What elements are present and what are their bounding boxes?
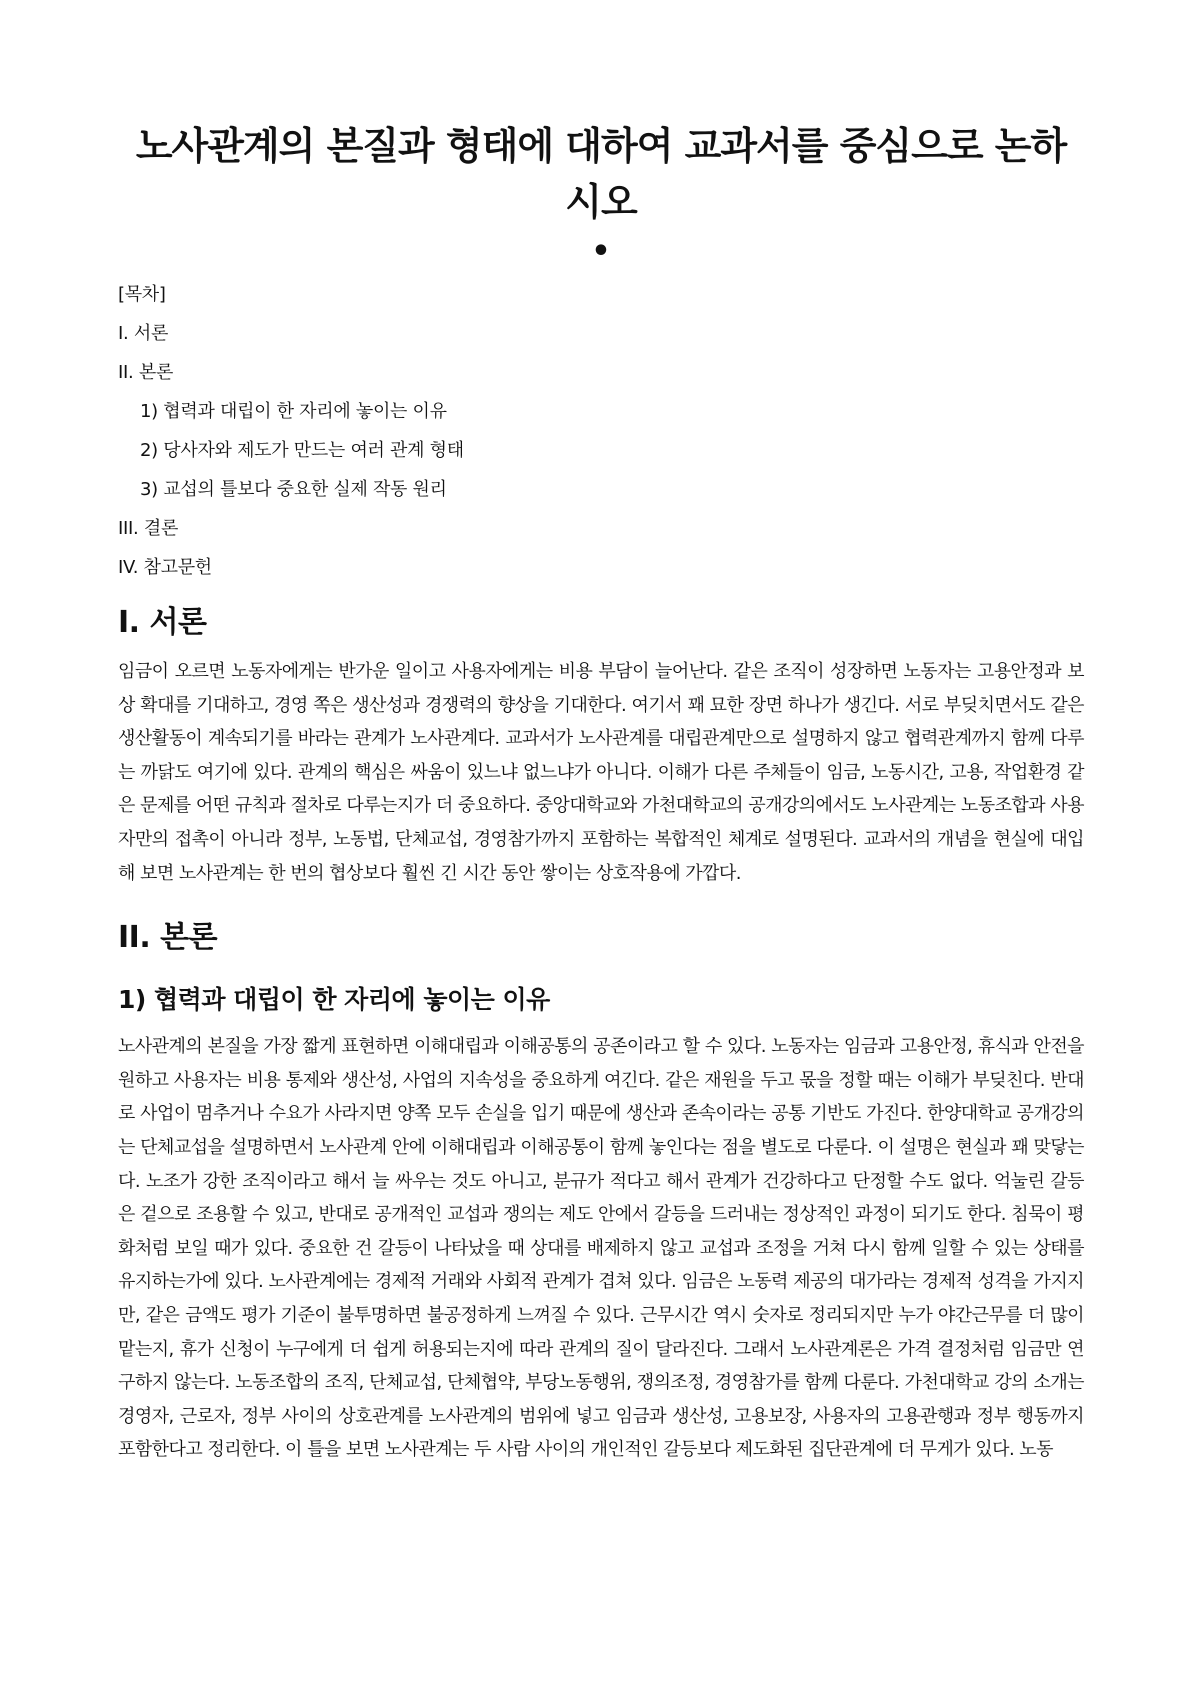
toc-item-references: IV. 참고문헌 — [118, 557, 212, 578]
intro-paragraph: 임금이 오르면 노동자에게는 반가운 일이고 사용자에게는 비용 부담이 늘어난다. 같은 조직이 성장하면 노동자는 고용안정과 보상 확대를 기대하고, 경영 쪽은 생산성과 경쟁력의 향상을 기대한다. 여기서 꽤 묘한 장면 하나가 생긴다. 서로 부딪치면서도 같은 생산활동이 계속되기를 바라는 관계가 노사관계다. 교과서가 노사관계를 대립관계만으로 설명하지 않고 협력관계까지 함께 다루는 까닭도 여기에 있다. 관계의 핵심은 싸움이 있느냐 없느냐가 아니다. 이해가 다른 주체들이 임금, 노동시간, 고용, 작업환경 같은 문제를 어떤 규칙과 절차로 다루는지가 더 중요하다. 중앙대학교와 가천대학교의 공개강의에서도 노사관계는 노동조합과 사용자만의 접촉이 아니라 정부, 노동법, 단체교섭, 경영참가까지 포함하는 복합적인 체계로 설명된다. 교과서의 개념을 현실에 대입해 보면 노사관계는 한 번의 협상보다 훨씬 긴 시간 동안 쌓이는 상호작용에 가깝다. — [118, 661, 1084, 884]
document-page — [118, 0, 1084, 1467]
toc-item-body: II. 본론 — [118, 362, 174, 383]
table-of-contents — [118, 282, 1084, 581]
subsection-heading-1: 1) 협력과 대립이 한 자리에 놓이는 이유 — [118, 985, 550, 1015]
toc-item-body-2: 2) 당사자와 제도가 만드는 여러 관계 형태 — [140, 440, 464, 461]
toc-item-body-1: 1) 협력과 대립이 한 자리에 놓이는 이유 — [140, 401, 447, 422]
section-heading-body: II. 본론 — [118, 920, 218, 956]
toc-item-body-3: 3) 교섭의 틀보다 중요한 실제 작동 원리 — [140, 479, 447, 500]
document-title: 노사관계의 본질과 형태에 대하여 교과서를 중심으로 논하시오 — [135, 124, 1067, 224]
toc-item-conclusion: III. 결론 — [118, 518, 179, 539]
toc-item-intro: I. 서론 — [118, 323, 169, 344]
title-trailing-dot: • — [591, 234, 611, 269]
subsection-1-paragraph: 노사관계의 본질을 가장 짧게 표현하면 이해대립과 이해공통의 공존이라고 할 수 있다. 노동자는 임금과 고용안정, 휴식과 안전을 원하고 사용자는 비용 통제와 생산성, 사업의 지속성을 중요하게 여긴다. 같은 재원을 두고 몫을 정할 때는 이해가 부딪친다. 반대로 사업이 멈추거나 수요가 사라지면 양쪽 모두 손실을 입기 때문에 생산과 존속이라는 공통 기반도 가진다. 한양대학교 공개강의는 단체교섭을 설명하면서 노사관계 안에 이해대립과 이해공통이 함께 놓인다는 점을 별도로 다룬다. 이 설명은 현실과 꽤 맞닿는다. 노조가 강한 조직이라고 해서 늘 싸우는 것도 아니고, 분규가 적다고 해서 관계가 건강하다고 단정할 수도 없다. 억눌린 갈등은 겉으로 조용할 수 있고, 반대로 공개적인 교섭과 쟁의는 제도 안에서 갈등을 드러내는 정상적인 과정이 되기도 한다. 침묵이 평화처럼 보일 때가 있다. 중요한 건 갈등이 나타났을 때 상대를 배제하지 않고 교섭과 조정을 거쳐 다시 함께 일할 수 있는 상태를 유지하는가에 있다. 노사관계에는 경제적 거래와 사회적 관계가 겹쳐 있다. 임금은 노동력 제공의 대가라는 경제적 성격을 가지지만, 같은 금액도 평가 기준이 불투명하면 불공정하게 느껴질 수 있다. 근무시간 역시 숫자로 정리되지만 누가 야간근무를 더 많이 맡는지, 휴가 신청이 누구에게 더 쉽게 허용되는지에 따라 관계의 질이 달라진다. 그래서 노사관계론은 가격 결정처럼 임금만 연구하지 않는다. 노동조합의 조직, 단체교섭, 단체협약, 부당노동행위, 쟁의조정, 경영참가를 함께 다룬다. 가천대학교 강의 소개는 경영자, 근로자, 정부 사이의 상호관계를 노사관계의 범위에 넣고 임금과 생산성, 고용보장, 사용자의 고용관행과 정부 행동까지 포함한다고 정리한다. 이 틀을 보면 노사관계는 두 사람 사이의 개인적인 갈등보다 제도화된 집단관계에 더 무게가 있다. 노동 — [118, 1036, 1084, 1461]
section-heading-intro: I. 서론 — [118, 605, 207, 640]
toc-heading: [목차] — [118, 284, 166, 305]
